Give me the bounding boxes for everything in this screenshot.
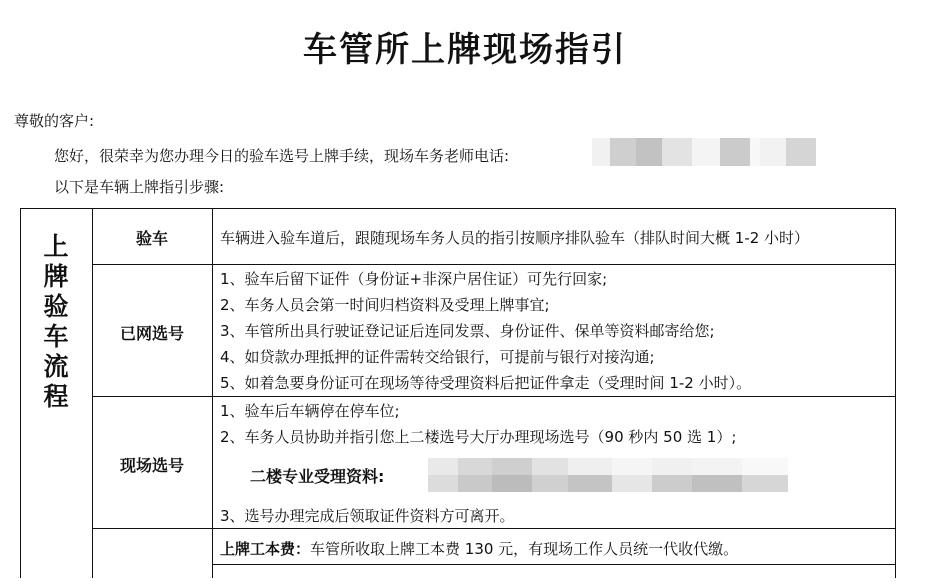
list-item: 1、验车后留下证件（身份证+非深户居住证）可先行回家; bbox=[220, 270, 608, 288]
category-online-selection: 已网选号 bbox=[119, 324, 184, 343]
docs-label: 二楼专业受理资料: bbox=[250, 467, 385, 486]
phone-redacted bbox=[592, 138, 816, 166]
steps-intro: 以下是车辆上牌指引步骤: bbox=[54, 178, 225, 196]
inspection-text: 车辆进入验车道后，跟随现场车务人员的指引按顺序排队验车（排队时间大概 1-2 小时） bbox=[220, 229, 810, 247]
list-item: 3、车管所出具行驶证登记证后连同发票、身份证件、保单等资料邮寄给您; bbox=[220, 322, 715, 340]
list-item: 3、选号办理完成后领取证件资料方可离开。 bbox=[220, 507, 515, 525]
list-item: 5、如着急要身份证可在现场等待受理资料后把证件拿走（受理时间 1-2 小时）。 bbox=[220, 374, 752, 392]
list-item: 4、如贷款办理抵押的证件需转交给银行，可提前与银行对接沟通; bbox=[220, 348, 655, 366]
list-item: 2、车务人员会第一时间归档资料及受理上牌事宜; bbox=[220, 296, 550, 314]
fee-text: 车管所收取上牌工本费 130 元，有现场工作人员统一代收代缴。 bbox=[310, 540, 739, 558]
intro-text: 您好，很荣幸为您办理今日的验车选号上牌手续，现场车务老师电话: bbox=[54, 147, 510, 165]
category-onsite-selection: 现场选号 bbox=[119, 456, 184, 475]
process-table bbox=[20, 208, 896, 588]
list-item: 2、车务人员协助并指引您上二楼选号大厅办理现场选号（90 秒内 50 选 1）; bbox=[220, 428, 737, 446]
docs-redacted bbox=[428, 458, 788, 492]
fee-row bbox=[220, 538, 738, 559]
greeting: 尊敬的客户: bbox=[14, 112, 95, 130]
page-title: 车管所上牌现场指引 bbox=[303, 30, 627, 70]
process-side-label: 上 牌 验 车 流 程 bbox=[43, 232, 69, 411]
fee-label: 上牌工本费： bbox=[220, 540, 311, 558]
category-inspection: 验车 bbox=[135, 229, 168, 248]
list-item: 1、验车后车辆停在停车位; bbox=[220, 402, 400, 420]
